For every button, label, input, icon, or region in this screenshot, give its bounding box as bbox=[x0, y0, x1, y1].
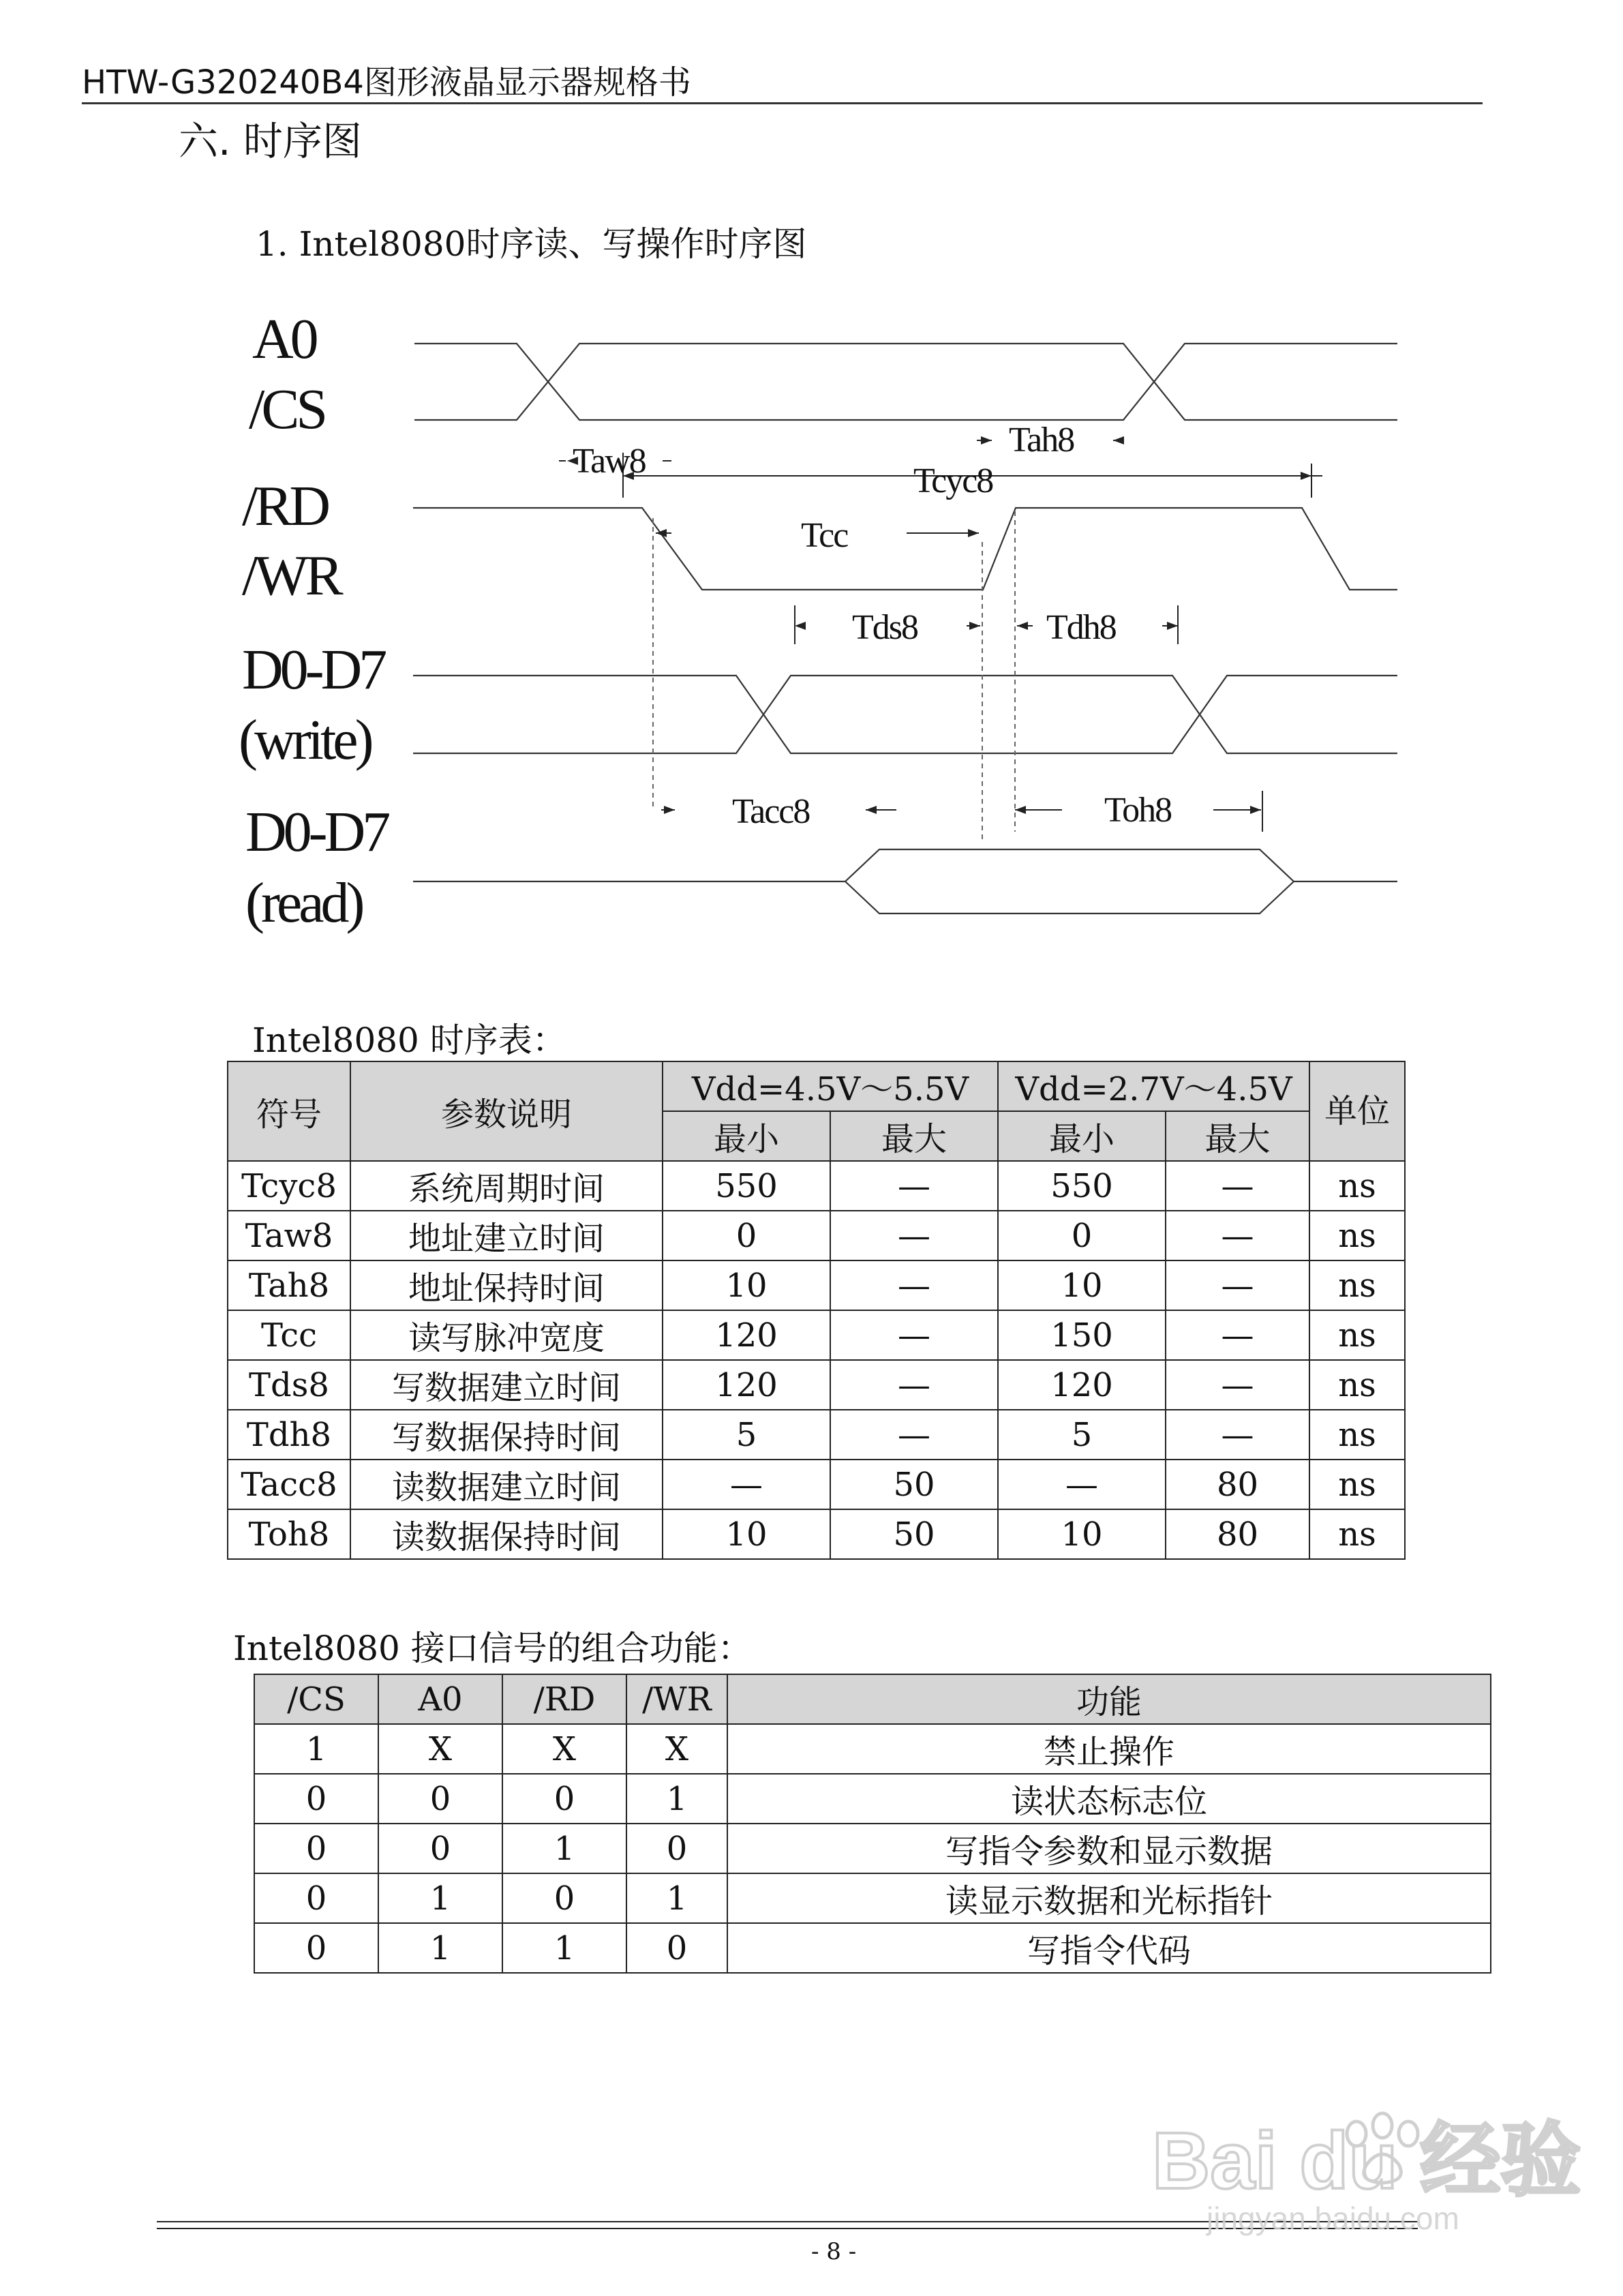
combo-table-row bbox=[254, 1923, 1491, 1973]
table-cell: Tdh8 bbox=[228, 1410, 350, 1460]
table-cell: 0 bbox=[502, 1774, 626, 1824]
dimension-tcyc8 bbox=[1301, 464, 1322, 498]
timing-table-row bbox=[228, 1211, 1405, 1260]
table-cell: — bbox=[1166, 1310, 1309, 1360]
table-cell: 1 bbox=[626, 1774, 727, 1824]
timing-table bbox=[227, 1061, 1406, 1560]
table-cell: 50 bbox=[830, 1460, 998, 1509]
table-cell: 50 bbox=[830, 1509, 998, 1559]
table-cell: — bbox=[1166, 1161, 1309, 1211]
table-cell: — bbox=[830, 1410, 998, 1460]
timing-label-tdh8: Tdh8 bbox=[1046, 608, 1116, 647]
table-cell: 读显示数据和光标指针 bbox=[727, 1873, 1491, 1923]
table-cell: 1 bbox=[378, 1923, 502, 1973]
table-cell: 地址保持时间 bbox=[350, 1260, 663, 1310]
table-cell: 80 bbox=[1166, 1460, 1309, 1509]
table-cell: X bbox=[626, 1724, 727, 1774]
timing-label-tcyc8: Tcyc8 bbox=[913, 462, 993, 500]
table-cell: 10 bbox=[998, 1509, 1166, 1559]
table-cell: 0 bbox=[502, 1873, 626, 1923]
table-cell: 80 bbox=[1166, 1509, 1309, 1559]
combo-header-cell: 功能 bbox=[727, 1674, 1491, 1724]
combo-table-row bbox=[254, 1824, 1491, 1873]
signal-label-read: (read) bbox=[245, 871, 362, 935]
table-cell: Tah8 bbox=[228, 1260, 350, 1310]
table-cell: ns bbox=[1309, 1310, 1405, 1360]
table-cell: Tacc8 bbox=[228, 1460, 350, 1509]
table-cell: 0 bbox=[378, 1824, 502, 1873]
table-cell: 10 bbox=[663, 1509, 830, 1559]
header-min: 最小 bbox=[998, 1111, 1166, 1161]
timing-label-tacc8: Tacc8 bbox=[732, 792, 810, 831]
watermark-url: jingyan.baidu.com bbox=[1207, 2201, 1459, 2236]
table-cell: 550 bbox=[663, 1161, 830, 1211]
subsection-title: 1. Intel8080时序读、写操作时序图 bbox=[256, 224, 807, 264]
combo-table-caption: Intel8080 接口信号的组合功能： bbox=[233, 1629, 752, 1668]
timing-table-row bbox=[228, 1410, 1405, 1460]
table-cell: 1 bbox=[502, 1824, 626, 1873]
table-cell: 0 bbox=[254, 1774, 378, 1824]
signal-label-write: (write) bbox=[239, 708, 371, 772]
timing-table-row bbox=[228, 1260, 1405, 1310]
table-cell: X bbox=[502, 1724, 626, 1774]
waveform-data-read bbox=[413, 849, 1397, 913]
table-cell: 1 bbox=[378, 1873, 502, 1923]
table-cell: 0 bbox=[254, 1824, 378, 1873]
table-cell: — bbox=[830, 1260, 998, 1310]
timing-label-tah8: Tah8 bbox=[1009, 421, 1074, 459]
header-vdd-group-2: Vdd=2.7V～4.5V bbox=[998, 1061, 1309, 1111]
signal-label-a0: A0 bbox=[252, 307, 316, 371]
timing-table-row bbox=[228, 1509, 1405, 1559]
timing-label-tds8: Tds8 bbox=[852, 608, 917, 647]
table-cell: ns bbox=[1309, 1410, 1405, 1460]
table-cell: 120 bbox=[663, 1360, 830, 1410]
table-cell: Tcyc8 bbox=[228, 1161, 350, 1211]
table-cell: 0 bbox=[626, 1923, 727, 1973]
signal-label-cs: /CS bbox=[249, 378, 325, 441]
combo-header-cell: /WR bbox=[626, 1674, 727, 1724]
header-description: 参数说明 bbox=[350, 1061, 663, 1161]
table-cell: — bbox=[830, 1161, 998, 1211]
table-cell: 0 bbox=[663, 1211, 830, 1260]
table-cell: 0 bbox=[998, 1211, 1166, 1260]
signal-combination-table bbox=[254, 1674, 1491, 1974]
table-cell: — bbox=[1166, 1260, 1309, 1310]
timing-table-row bbox=[228, 1360, 1405, 1410]
waveform-data-write bbox=[413, 676, 1397, 753]
signal-label-d0d7-write: D0-D7 bbox=[242, 638, 384, 701]
table-cell: 10 bbox=[663, 1260, 830, 1310]
timing-diagram bbox=[225, 300, 1411, 982]
signal-label-rd: /RD bbox=[242, 474, 328, 538]
header-symbol: 符号 bbox=[228, 1061, 350, 1161]
timing-label-taw8: Taw8 bbox=[573, 442, 646, 481]
combo-table-row bbox=[254, 1774, 1491, 1824]
table-cell: 120 bbox=[663, 1310, 830, 1360]
table-cell: ns bbox=[1309, 1260, 1405, 1310]
table-cell: 写数据保持时间 bbox=[350, 1410, 663, 1460]
timing-label-toh8: Toh8 bbox=[1104, 791, 1172, 830]
table-cell: — bbox=[663, 1460, 830, 1509]
table-cell: — bbox=[1166, 1360, 1309, 1410]
table-cell: 550 bbox=[998, 1161, 1166, 1211]
table-cell: 120 bbox=[998, 1360, 1166, 1410]
table-cell: 0 bbox=[254, 1873, 378, 1923]
combo-header-cell: /CS bbox=[254, 1674, 378, 1724]
combo-table-row bbox=[254, 1873, 1491, 1923]
baidu-jingyan-watermark bbox=[1152, 2086, 1581, 2250]
table-cell: 0 bbox=[254, 1923, 378, 1973]
table-cell: Tcc bbox=[228, 1310, 350, 1360]
timing-label-tcc: Tcc bbox=[801, 516, 848, 555]
table-cell: — bbox=[998, 1460, 1166, 1509]
table-cell: 写数据建立时间 bbox=[350, 1360, 663, 1410]
table-cell: 写指令参数和显示数据 bbox=[727, 1824, 1491, 1873]
section-title: 六. 时序图 bbox=[179, 118, 362, 164]
table-cell: — bbox=[830, 1211, 998, 1260]
table-cell: 1 bbox=[502, 1923, 626, 1973]
table-cell: — bbox=[830, 1310, 998, 1360]
header-unit: 单位 bbox=[1309, 1061, 1405, 1161]
document-header-title: HTW-G320240B4图形液晶显示器规格书 bbox=[82, 63, 691, 102]
table-cell: 150 bbox=[998, 1310, 1166, 1360]
table-cell: ns bbox=[1309, 1460, 1405, 1509]
table-cell: — bbox=[1166, 1410, 1309, 1460]
header-min: 最小 bbox=[663, 1111, 830, 1161]
table-cell: 0 bbox=[626, 1824, 727, 1873]
table-cell: X bbox=[378, 1724, 502, 1774]
header-vdd-group-1: Vdd=4.5V～5.5V bbox=[663, 1061, 998, 1111]
signal-label-wr: /WR bbox=[242, 544, 340, 607]
header-divider bbox=[82, 102, 1483, 104]
table-cell: 1 bbox=[254, 1724, 378, 1774]
table-cell: 禁止操作 bbox=[727, 1724, 1491, 1774]
table-cell: 读数据保持时间 bbox=[350, 1509, 663, 1559]
table-cell: 0 bbox=[378, 1774, 502, 1824]
timing-table-caption: Intel8080 时序表： bbox=[252, 1021, 566, 1060]
table-cell: 系统周期时间 bbox=[350, 1161, 663, 1211]
watermark-text: Bai du 经验 bbox=[1152, 2116, 1581, 2206]
table-cell: 读数据建立时间 bbox=[350, 1460, 663, 1509]
timing-table-row bbox=[228, 1460, 1405, 1509]
header-max: 最大 bbox=[830, 1111, 998, 1161]
timing-table-row bbox=[228, 1161, 1405, 1211]
waveform-a0-cs bbox=[414, 344, 1397, 420]
table-cell: ns bbox=[1309, 1161, 1405, 1211]
table-cell: — bbox=[830, 1360, 998, 1410]
page-number: - 8 - bbox=[811, 2238, 857, 2265]
signal-label-d0d7-read: D0-D7 bbox=[245, 800, 388, 864]
table-cell: ns bbox=[1309, 1360, 1405, 1410]
table-cell: ns bbox=[1309, 1211, 1405, 1260]
combo-header-cell: /RD bbox=[502, 1674, 626, 1724]
table-cell: 读状态标志位 bbox=[727, 1774, 1491, 1824]
table-cell: 写指令代码 bbox=[727, 1923, 1491, 1973]
timing-table-row bbox=[228, 1310, 1405, 1360]
table-cell: 5 bbox=[663, 1410, 830, 1460]
combo-table-row bbox=[254, 1724, 1491, 1774]
table-cell: Taw8 bbox=[228, 1211, 350, 1260]
timing-guide-lines bbox=[653, 511, 1015, 842]
table-cell: 地址建立时间 bbox=[350, 1211, 663, 1260]
waveform-rd-wr bbox=[413, 508, 1397, 590]
header-max: 最大 bbox=[1166, 1111, 1309, 1161]
table-cell: 1 bbox=[626, 1873, 727, 1923]
table-cell: ns bbox=[1309, 1509, 1405, 1559]
table-cell: Toh8 bbox=[228, 1509, 350, 1559]
table-cell: — bbox=[1166, 1211, 1309, 1260]
table-cell: 5 bbox=[998, 1410, 1166, 1460]
table-cell: 读写脉冲宽度 bbox=[350, 1310, 663, 1360]
combo-header-cell: A0 bbox=[378, 1674, 502, 1724]
table-cell: 10 bbox=[998, 1260, 1166, 1310]
table-cell: Tds8 bbox=[228, 1360, 350, 1410]
